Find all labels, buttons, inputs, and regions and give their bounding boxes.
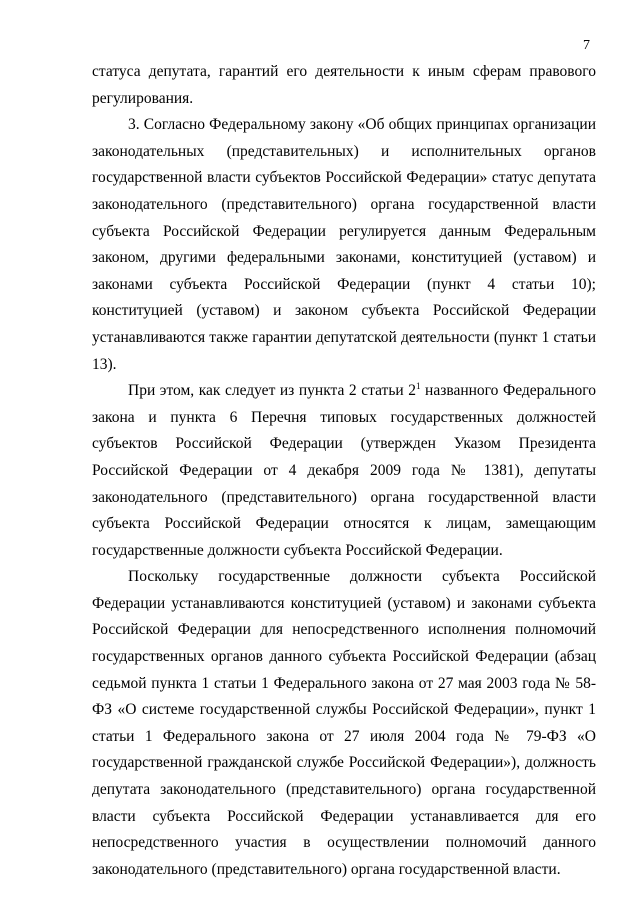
paragraph-text-after-footnote: названного Федерального закона и пункта 6 Перечня типовых государственных должностей субъектов Российской Федерации (утвержден Указом Президента Российской Федерации от 4 декабря 2009 года № 1381), депутаты законодательного (представительного) органа государственной власти субъекта Российской Федерации относятся к лицам, замещающим государственные должности субъекта Российской Федерации. — [92, 382, 596, 559]
paragraph-positions-list — [92, 378, 596, 564]
page-number: 7 — [583, 38, 590, 53]
paragraph-3-federal-law: 3. Согласно Федеральному закону «Об общих принципах организации законодательных (представительных) и исполнительных органов государственной власти субъектов Российской Федерации» статус депутата законодательного (представительного) органа государственной власти субъекта Российской Федерации регулируется данным Федеральным законом, другими федеральными законами, конституцией (уставом) и законами субъекта Российской Федерации (пункт 4 статьи 10); конституцией (уставом) и законом субъекта Российской Федерации устанавливаются также гарантии депутатской деятельности (пункт 1 статьи 13). — [92, 116, 596, 373]
paragraph-continuation: статуса депутата, гарантий его деятельности к иным сферам правового регулирования. — [92, 63, 596, 107]
document-body — [92, 59, 596, 883]
paragraph-state-positions: Поскольку государственные должности субъекта Российской Федерации устанавливаются конституцией (уставом) и законами субъекта Российской Федерации для непосредственного исполнения полномочий государственных органов данного субъекта Российской Федерации (абзац седьмой пункта 1 статьи 1 Федерального закона от 27 мая 2003 года № 58-ФЗ «О системе государственной службы Российской Федерации», пункт 1 статьи 1 Федерального закона от 27 июля 2004 года № 79-ФЗ «О государственной гражданской службе Российской Федерации»), должность депутата законодательного (представительного) органа государственной власти субъекта Российской Федерации устанавливается для его непосредственного участия в осуществлении полномочий данного законодательного (представительного) органа государственной власти. — [92, 568, 596, 878]
paragraph-text-before-footnote: При этом, как следует из пункта 2 статьи 2 — [128, 382, 416, 400]
article-superscript: 1 — [416, 381, 421, 392]
